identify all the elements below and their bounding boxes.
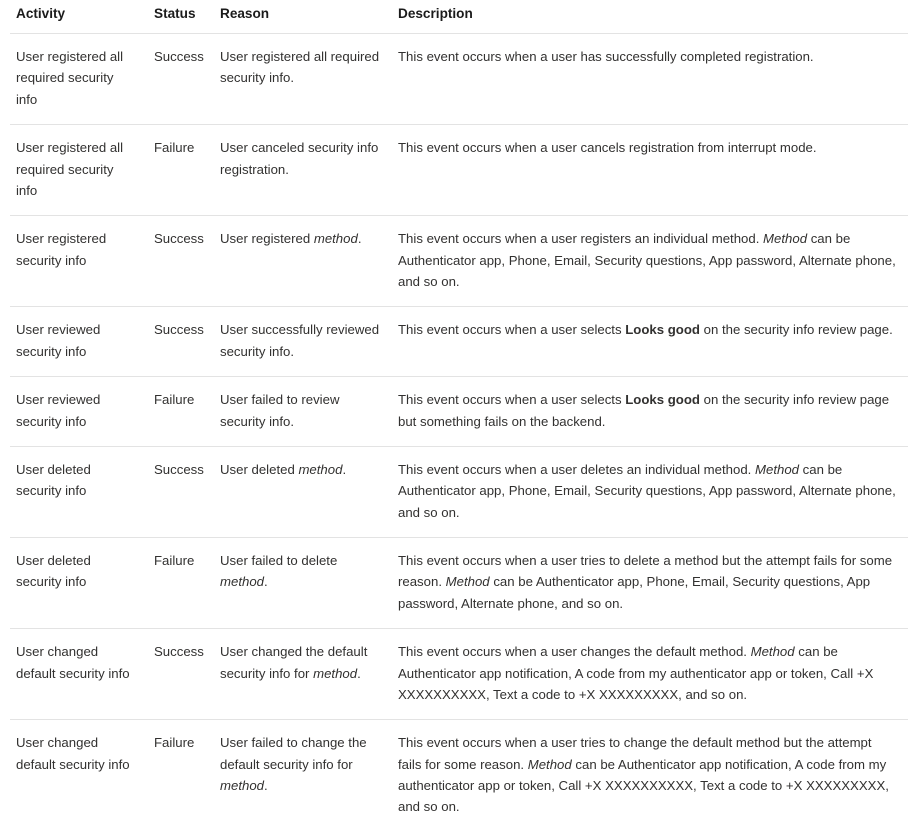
cell-status: Success — [148, 629, 214, 720]
column-header-status: Status — [148, 0, 214, 34]
cell-description: This event occurs when a user has successfully completed registration. — [392, 34, 908, 125]
cell-activity: User registered all required security info — [10, 34, 148, 125]
cell-description: This event occurs when a user changes the default method. Method can be Authenticator app notification, A code from my authenticator app or token, Call +X XXXXXXXXXX, Text a code to +X XXXXXXXXX, and so on. — [392, 629, 908, 720]
cell-description: This event occurs when a user tries to delete a method but the attempt fails for some reason. Method can be Authenticator app, Phone, Email, Security questions, App password, Alternate phone, and so on. — [392, 538, 908, 629]
cell-reason: User registered all required security info. — [214, 34, 392, 125]
cell-description: This event occurs when a user tries to change the default method but the attempt fails for some reason. Method can be Authenticator app notification, A code from my authenticator app or token, Call +X XXXXXXXXXX, Text a code to +X XXXXXXXXX, and so on. — [398, 735, 889, 815]
table-body — [10, 34, 908, 832]
cell-reason: User failed to delete method. — [214, 538, 392, 629]
cell-reason: User failed to review security info. — [214, 377, 392, 447]
cell-status: Failure — [148, 377, 214, 447]
cell-activity: User changed default security info — [16, 735, 130, 772]
table-header-row — [10, 0, 908, 34]
table-row — [10, 307, 908, 377]
table-row — [10, 629, 908, 720]
cell-reason: User deleted method. — [214, 446, 392, 537]
cell-reason: User canceled security info registration. — [214, 125, 392, 216]
table-row — [10, 377, 908, 447]
cell-activity: User deleted security info — [10, 446, 148, 537]
table-row — [10, 446, 908, 537]
table-row — [10, 125, 908, 216]
column-header-activity: Activity — [10, 0, 148, 34]
cell-status: Success — [148, 216, 214, 307]
cell-activity: User changed default security info — [10, 629, 148, 720]
table-header — [10, 0, 908, 34]
cell-status: Success — [148, 446, 214, 537]
cell-activity: User reviewed security info — [10, 377, 148, 447]
cell-status: Failure — [148, 538, 214, 629]
table-row — [10, 216, 908, 307]
column-header-description: Description — [392, 0, 908, 34]
security-info-activity-table — [10, 0, 908, 832]
table-row — [10, 34, 908, 125]
cell-description: This event occurs when a user selects Looks good on the security info review page but something fails on the backend. — [392, 377, 908, 447]
cell-reason: User changed the default security info for method. — [214, 629, 392, 720]
cell-description: This event occurs when a user selects Looks good on the security info review page. — [392, 307, 908, 377]
cell-reason: User failed to change the default security info for method. — [220, 735, 367, 793]
cell-description: This event occurs when a user deletes an individual method. Method can be Authenticator app, Phone, Email, Security questions, App password, Alternate phone, and so on. — [392, 446, 908, 537]
cell-status: Success — [148, 307, 214, 377]
cell-description: This event occurs when a user registers an individual method. Method can be Authenticator app, Phone, Email, Security questions, App password, Alternate phone, and so on. — [392, 216, 908, 307]
cell-reason: User registered method. — [214, 216, 392, 307]
table-row — [10, 720, 908, 832]
table-row — [10, 538, 908, 629]
cell-activity: User reviewed security info — [10, 307, 148, 377]
cell-activity: User deleted security info — [10, 538, 148, 629]
cell-description: This event occurs when a user cancels registration from interrupt mode. — [392, 125, 908, 216]
cell-status: Failure — [154, 735, 195, 751]
cell-activity: User registered security info — [10, 216, 148, 307]
cell-status: Failure — [148, 125, 214, 216]
column-header-reason: Reason — [214, 0, 392, 34]
cell-activity: User registered all required security info — [10, 125, 148, 216]
cell-reason: User successfully reviewed security info. — [214, 307, 392, 377]
cell-status: Success — [148, 34, 214, 125]
